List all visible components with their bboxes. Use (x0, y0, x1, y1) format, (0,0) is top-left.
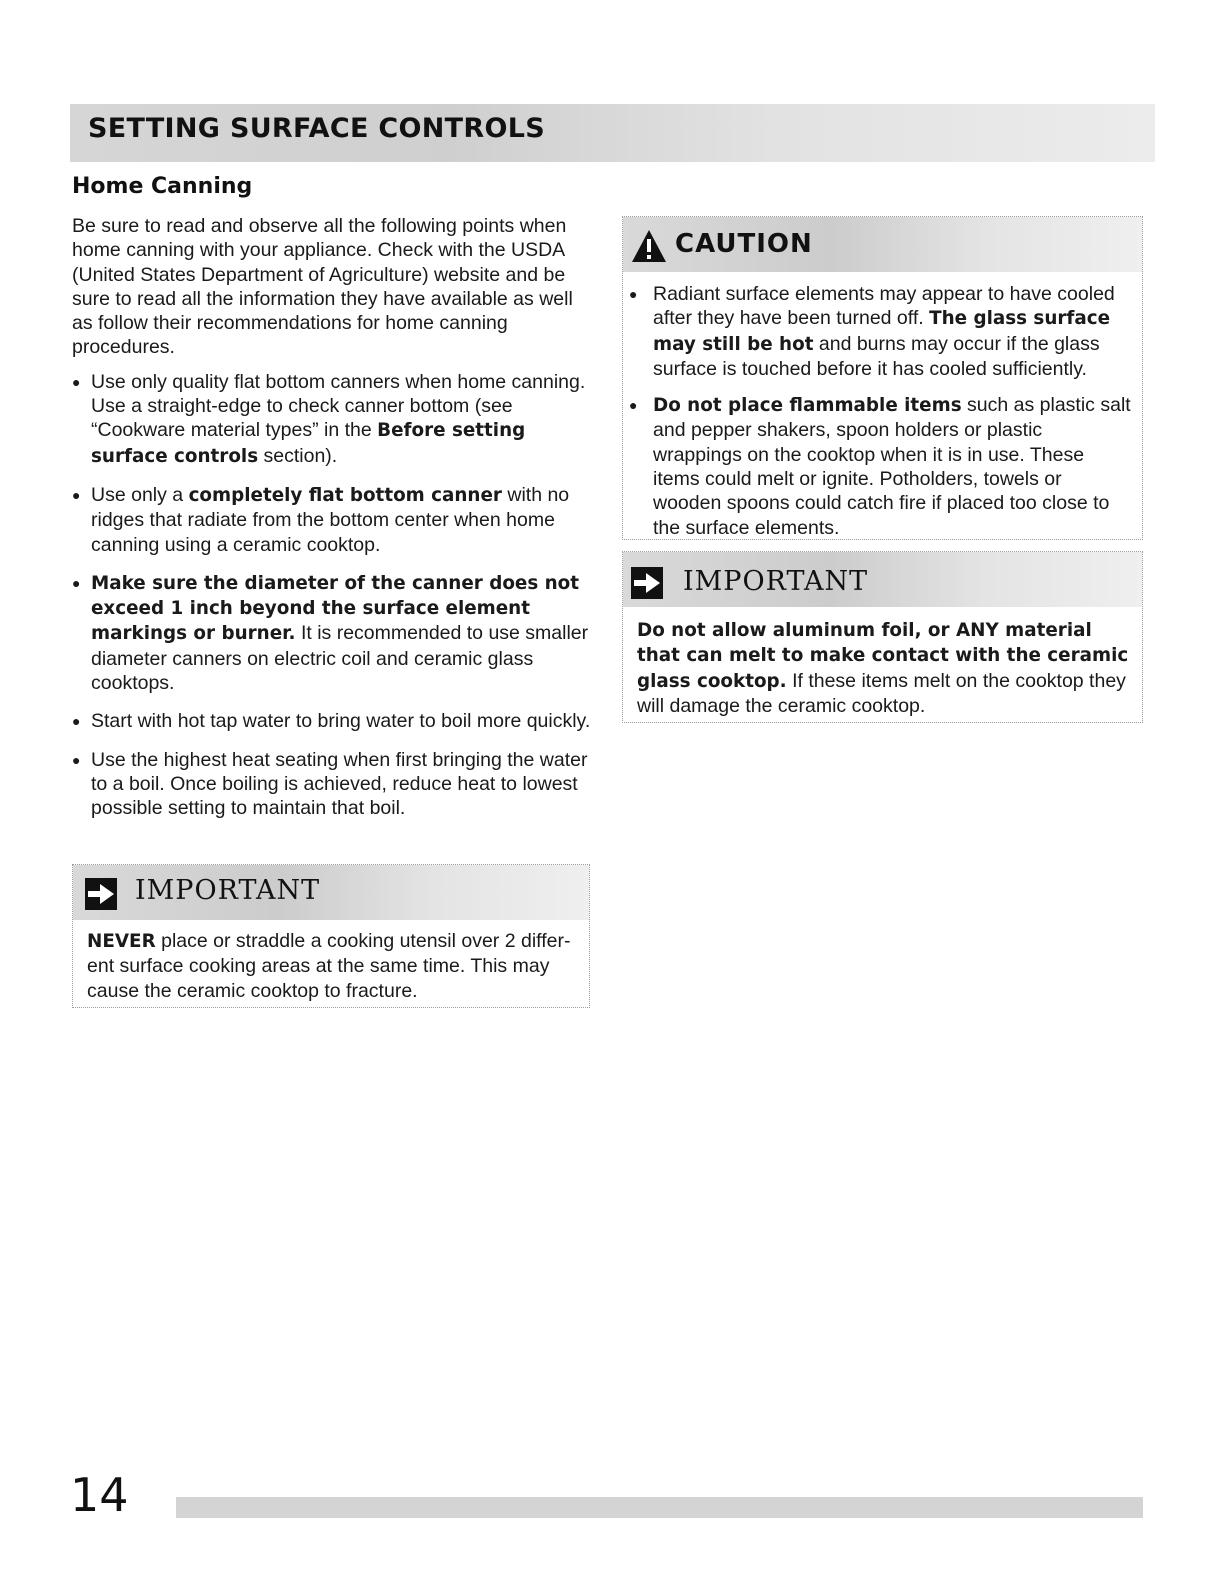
important-header (73, 865, 589, 920)
important-header (623, 552, 1142, 607)
caution-notice (622, 216, 1143, 540)
list-item: ● Make sure the diameter of the canner does not exceed 1 inch beyond the surface element markings or burner. It is recommended to use smaller diameter canners on electric coil and ceramic glass cooktops. (72, 572, 589, 695)
caution-bullet-list (623, 272, 1142, 540)
footer-bar (176, 1497, 1143, 1518)
page-number: 14 (70, 1468, 129, 1522)
caution-header (623, 217, 1142, 272)
canning-bullet-list (72, 370, 596, 821)
list-item: ● Use only a completely flat bottom canner with no ridges that radiate from the bottom center when home canning using a ceramic cooktop. (72, 483, 570, 556)
important-label: IMPORTANT (683, 566, 869, 597)
section-title: SETTING SURFACE CONTROLS (88, 113, 545, 144)
bullet-icon: ● (72, 751, 81, 768)
bullet-icon: ● (72, 373, 81, 390)
intro-paragraph: Be sure to read and observe all the following points when home canning with your appliance. Check with the USDA (United States Department of Agriculture) website and be sure to read all the information they have available as well as follow their recommendations for home canning procedures. (72, 215, 573, 359)
arrow-right-icon (631, 567, 663, 599)
important-notice-left (72, 864, 590, 1008)
list-item: ● Do not place flammable items such as plastic salt and pepper shakers, spoon holders or plastic wrappings on the cooktop when it is in use. These items could melt or ignite. Potholders, towels or wooden spoons could catch fire if placed too close to the surface elements. (629, 394, 1131, 539)
arrow-right-icon (85, 878, 117, 910)
list-item: ● Radiant surface elements may appear to have cooled after they have been turned off. The glass surface may still be hot and burns may occur if the glass surface is touched before it has cooled sufficiently. (629, 283, 1115, 380)
home-canning-content (72, 214, 596, 835)
important-text: NEVER place or straddle a cooking utensil over 2 differ-ent surface cooking areas at the same time. This may cause the ceramic cooktop to fracture. (87, 930, 571, 1002)
bullet-icon: ● (72, 486, 81, 503)
list-item: ● Start with hot tap water to bring water to boil more quickly. (72, 710, 591, 733)
bullet-icon: ● (72, 713, 81, 730)
bullet-icon: ● (72, 574, 81, 591)
important-text: Do not allow aluminum foil, or ANY material that can melt to make contact with the ceramic glass cooktop. If these items melt on the cooktop they will damage the ceramic cooktop. (637, 620, 1129, 717)
important-label: IMPORTANT (135, 875, 321, 906)
bullet-icon: ● (629, 286, 638, 302)
bullet-icon: ● (629, 397, 638, 414)
home-canning-heading: Home Canning (72, 174, 253, 199)
caution-label: CAUTION (675, 229, 813, 259)
list-item: ● Use only quality flat bottom canners when home canning. Use a straight-edge to check canner bottom (see “Cookware material types” in the Before setting surface controls section). (72, 370, 586, 467)
warning-icon (631, 229, 667, 267)
important-notice-right (622, 551, 1143, 723)
list-item: ● Use the highest heat seating when first bringing the water to a boil. Once boiling is achieved, reduce heat to lowest possible setting to maintain that boil. (72, 748, 588, 820)
